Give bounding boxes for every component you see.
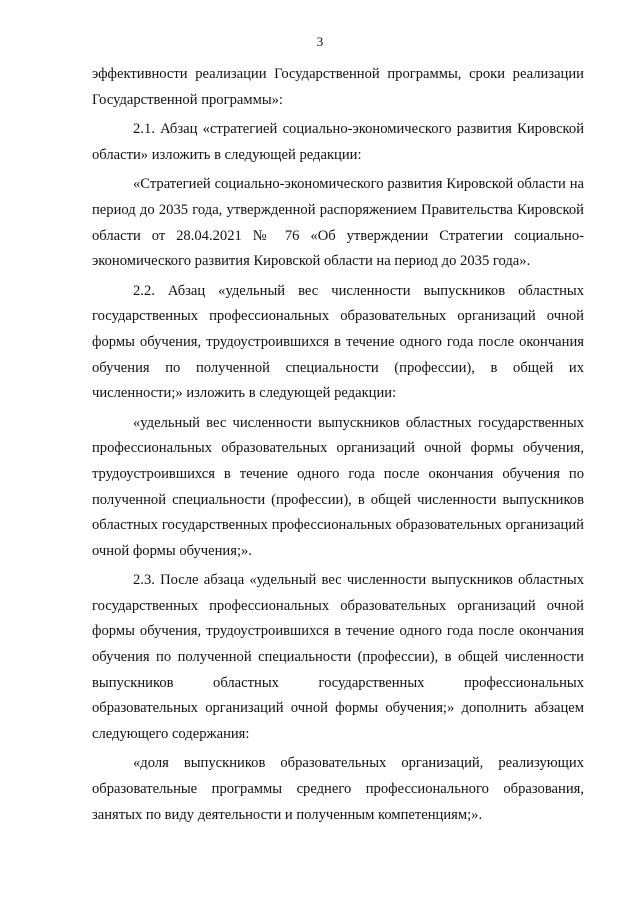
document-body: [92, 62, 584, 832]
paragraph-continuation: эффективности реализации Государственной программы, сроки реализации Государственной программы»:: [92, 66, 584, 108]
paragraph-2-3: 2.3. После абзаца «удельный вес численности выпускников областных государственных профессиональных образовательных организаций очной формы обучения, трудоустроившихся в течение одного года после окончания обучения по полученной специальности (профессии), в общей численности выпускников областных государственных профессиональных образовательных организаций очной формы обучения;» дополнить абзацем следующего содержания:: [92, 572, 584, 742]
paragraph-2-2: 2.2. Абзац «удельный вес численности выпускников областных государственных профессиональных образовательных организаций очной формы обучения, трудоустроившихся в течение одного года после окончания обучения по полученной специальности (профессии), в общей их численности;» изложить в следующей редакции:: [92, 282, 584, 402]
quoted-paragraph-graduates-employed: «доля выпускников образовательных организаций, реализующих образовательные программы среднего профессионального образования, занятых по виду деятельности и полученным компетенциям;».: [92, 755, 584, 823]
page-number: 3: [316, 34, 324, 49]
quoted-paragraph-strategy: «Стратегией социально-экономического развития Кировской области на период до 2035 года, утвержденной распоряжением Правительства Кировской области от 28.04.2021 № 76 «Об утверждении Стратегии социально-экономического развития Кировской области на период до 2035 года».: [92, 176, 584, 270]
paragraph-2-1: 2.1. Абзац «стратегией социально-экономического развития Кировской области» изложить в следующей редакции:: [92, 121, 584, 163]
quoted-paragraph-graduates-share: «удельный вес численности выпускников областных государственных профессиональных образовательных организаций очной формы обучения, трудоустроившихся в течение одного года после окончания обучения по полученной специальности (профессии), в общей численности выпускников областных государственных профессиональных образовательных организаций очной формы обучения;».: [92, 414, 584, 559]
